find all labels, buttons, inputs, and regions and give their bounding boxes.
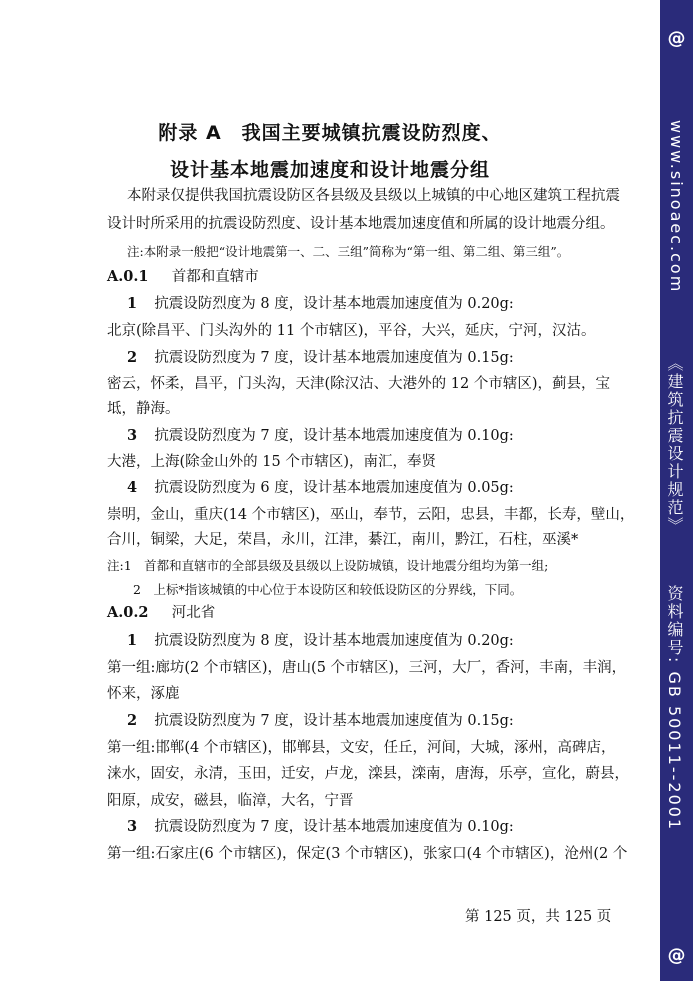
- item-text: 抗震设防烈度为 7 度，设计基本地震加速度值为 0.10g:: [154, 428, 514, 444]
- section-note: 2 上标*指该城镇的中心位于本设防区和较低设防区的分界线，下同。: [133, 582, 523, 597]
- item-heading: [127, 632, 514, 650]
- intro-line-1: 本附录仅提供我国抗震设防区各县级及县级以上城镇的中心地区建筑工程抗震: [127, 188, 620, 204]
- item-body-line: 坻，静海。: [107, 401, 180, 417]
- section-note: 注:1 首都和直辖市的全部县级及县级以上设防城镇，设计地震分组均为第一组;: [107, 558, 549, 573]
- item-text: 抗震设防烈度为 8 度，设计基本地震加速度值为 0.20g:: [154, 296, 514, 312]
- document-code: 资料编号: GB 50011--2001: [665, 585, 684, 832]
- item-number: 3: [127, 427, 138, 444]
- section-name: 首都和直辖市: [171, 269, 259, 285]
- at-symbol-icon: @: [667, 28, 686, 49]
- item-number: 3: [127, 818, 138, 835]
- intro-note: 注:本附录一般把“设计地震第一、二、三组”简称为“第一组、第二组、第三组”。: [127, 244, 570, 259]
- item-number: 2: [127, 349, 138, 366]
- item-text: 抗震设防烈度为 6 度，设计基本地震加速度值为 0.05g:: [154, 480, 514, 496]
- item-body-line: 第一组:石家庄(6 个市辖区)，保定(3 个市辖区)，张家口(4 个市辖区)，沧州(2 个: [107, 846, 628, 862]
- item-number: 4: [127, 479, 138, 496]
- appendix-title-line-2: 设计基本地震加速度和设计地震分组: [169, 159, 490, 181]
- item-text: 抗震设防烈度为 7 度，设计基本地震加速度值为 0.15g:: [154, 713, 514, 729]
- item-number: 1: [127, 295, 138, 312]
- item-text: 抗震设防烈度为 7 度，设计基本地震加速度值为 0.15g:: [154, 350, 514, 366]
- item-text: 抗震设防烈度为 7 度，设计基本地震加速度值为 0.10g:: [154, 819, 514, 835]
- item-heading: [127, 818, 514, 836]
- section-name: 河北省: [171, 605, 216, 621]
- item-text: 抗震设防烈度为 8 度，设计基本地震加速度值为 0.20g:: [154, 633, 514, 649]
- item-body-line: 崇明，金山，重庆(14 个市辖区)，巫山，奉节，云阳，忠县，丰都，长寿，壁山，: [107, 507, 635, 523]
- item-body-line: 第一组:邯郸(4 个市辖区)，邯郸县，文安，任丘，河间，大城，涿州，高碑店，: [107, 740, 616, 756]
- item-heading: [127, 349, 514, 367]
- section-number: A.0.1: [107, 268, 149, 285]
- document-sidebar: [660, 0, 693, 981]
- item-body-line: 涞水，固安，永清，玉田，迁安，卢龙，滦县，滦南，唐海，乐亭，宣化，蔚县，: [107, 766, 629, 782]
- item-number: 2: [127, 712, 138, 729]
- item-heading: [127, 479, 514, 497]
- item-body-line: 北京(除昌平、门头沟外的 11 个市辖区)，平谷，大兴，延庆，宁河，汉沽。: [107, 323, 596, 339]
- item-body-line: 合川，铜梁，大足，荣昌，永川，江津，綦江，南川，黔江，石柱，巫溪*: [107, 532, 579, 548]
- book-title: 《建筑抗震设计规范》: [665, 355, 684, 535]
- section-number: A.0.2: [107, 604, 149, 621]
- item-heading: [127, 427, 514, 445]
- item-body-line: 怀来，涿鹿: [107, 686, 180, 702]
- item-body-line: 大港，上海(除金山外的 15 个市辖区)，南汇，奉贤: [107, 454, 436, 470]
- intro-line-2: 设计时所采用的抗震设防烈度、设计基本地震加速度值和所属的设计地震分组。: [107, 216, 615, 232]
- website-link[interactable]: www.sinoaec.com: [667, 120, 686, 294]
- section-heading: [107, 268, 259, 286]
- appendix-title-line-1: 附录 A 我国主要城镇抗震设防烈度、: [158, 122, 502, 144]
- item-heading: [127, 295, 514, 313]
- at-symbol-icon: @: [667, 945, 686, 966]
- item-number: 1: [127, 632, 138, 649]
- item-body-line: 阳原，成安，磁县，临漳，大名，宁晋: [107, 793, 354, 809]
- item-heading: [127, 712, 514, 730]
- page-footer: 第 125 页，共 125 页: [465, 909, 612, 925]
- item-body-line: 第一组:廊坊(2 个市辖区)，唐山(5 个市辖区)，三河，大厂，香河，丰南，丰润，: [107, 660, 627, 676]
- item-body-line: 密云，怀柔，昌平，门头沟，天津(除汉沽、大港外的 12 个市辖区)，蓟县，宝: [107, 376, 610, 392]
- section-heading: [107, 604, 215, 622]
